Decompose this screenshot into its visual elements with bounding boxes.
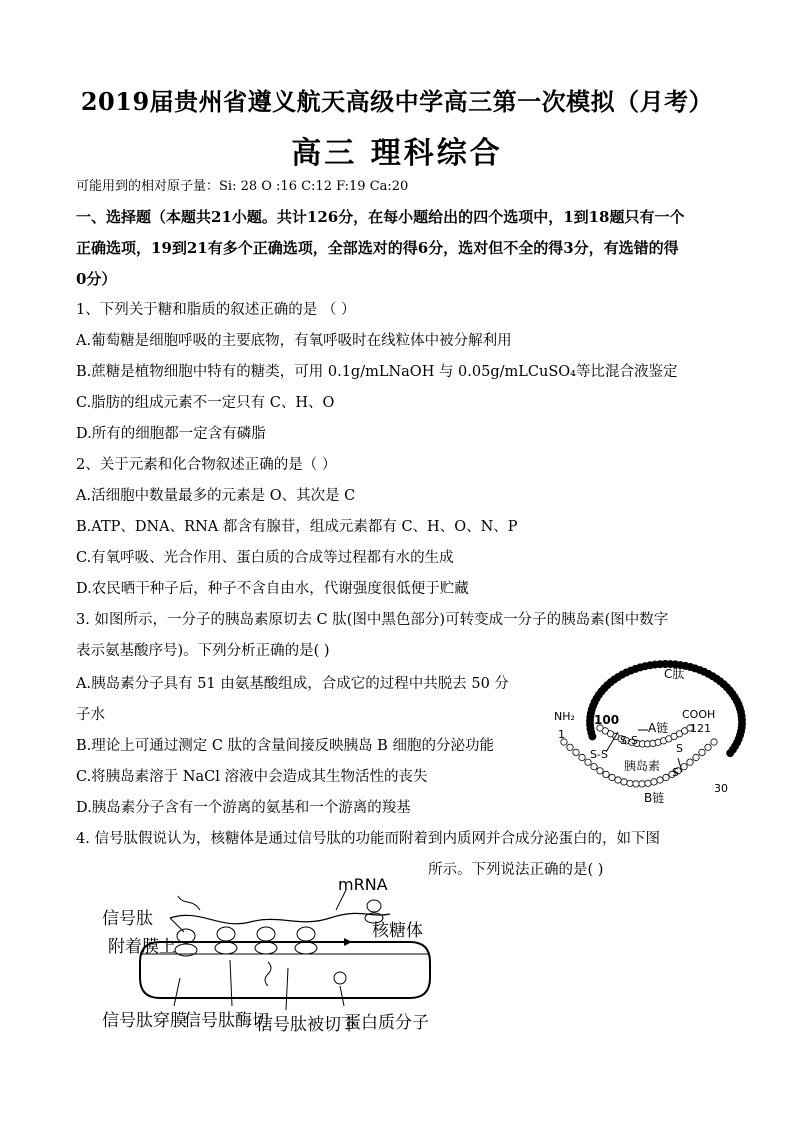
amino-acid-bead bbox=[627, 780, 633, 786]
ribosome-4 bbox=[295, 927, 317, 954]
question-2-option-c: C.有氧呼吸、光合作用、蛋白质的合成等过程都有水的生成 bbox=[76, 550, 454, 566]
question-3-option-b: B.理论上可通过测定 C 肽的含量间接反映胰岛 B 细胞的分泌功能 bbox=[76, 738, 494, 754]
amino-acid-bead bbox=[609, 774, 615, 780]
label-insulin: 胰岛素 bbox=[624, 759, 661, 773]
label-s-upper: S bbox=[676, 742, 683, 755]
signal-peptide-strand bbox=[178, 896, 200, 910]
amino-acid-bead bbox=[639, 781, 645, 787]
mrna-strand bbox=[170, 913, 390, 923]
ribosome-3 bbox=[255, 927, 277, 954]
label-ss-middle: S-S bbox=[620, 734, 638, 747]
exam-title: 2019届贵州省遵义航天高级中学高三第一次模拟（月考） bbox=[80, 87, 714, 116]
ribosome-free bbox=[365, 900, 383, 923]
cleaved-peptide bbox=[265, 962, 271, 986]
pointer-cut bbox=[286, 968, 288, 1010]
insulin-figure bbox=[548, 650, 754, 810]
label-a-chain: A链 bbox=[648, 721, 669, 735]
question-2-option-b: B.ATP、DNA、RNA 都含有腺苷，组成元素都有 C、H、O、N、P bbox=[76, 519, 518, 535]
amino-acid-bead bbox=[615, 777, 621, 783]
label-b-chain: B链 bbox=[644, 791, 665, 805]
amino-acid-bead bbox=[579, 754, 585, 760]
question-2-stem: 2、关于元素和化合物叙述正确的是（ ） bbox=[76, 457, 337, 473]
label-through-membrane: 信号肽穿膜 bbox=[102, 1011, 187, 1031]
label-signal-peptide: 信号肽 bbox=[102, 909, 153, 929]
question-2-option-d: D.农民晒干种子后，种子不含自由水，代谢强度很低便于贮藏 bbox=[76, 581, 469, 597]
label-nh2: NH₂ bbox=[554, 710, 575, 723]
pointer-through bbox=[174, 978, 180, 1006]
label-protein: 蛋白质分子 bbox=[344, 1013, 429, 1033]
label-s-lower: S bbox=[672, 766, 679, 779]
protein-molecule bbox=[334, 972, 346, 984]
pointer-protein bbox=[340, 986, 344, 1006]
label-attached: 附着膜上 bbox=[108, 937, 176, 957]
pointer-attached bbox=[170, 918, 184, 932]
amino-acid-bead bbox=[645, 780, 651, 786]
amino-acid-bead bbox=[681, 764, 687, 770]
label-121: 121 bbox=[690, 722, 711, 735]
question-1-option-c: C.脂肪的组成元素不一定只有 C、H、O bbox=[76, 395, 335, 411]
ribosome-2 bbox=[215, 927, 237, 954]
question-3-option-a-cont: 子水 bbox=[76, 707, 105, 723]
question-3-option-d: D.胰岛素分子含有一个游离的氨基和一个游离的羧基 bbox=[76, 800, 411, 816]
question-3-option-a: A.胰岛素分子具有 51 由氨基酸组成，合成它的过程中共脱去 50 分 bbox=[76, 676, 509, 692]
label-ss-left: S-S bbox=[590, 748, 608, 761]
amino-acid-bead bbox=[705, 744, 711, 750]
question-1-option-b: B.蔗糖是植物细胞中特有的糖类，可用 0.1g/mLNaOH 与 0.05g/mLCuSO₄等比混合液鉴定 bbox=[76, 364, 678, 380]
section-instructions-line3: 0分） bbox=[76, 270, 117, 288]
amino-acid-bead bbox=[657, 777, 663, 783]
label-cut-off: 信号肽被切下 bbox=[256, 1015, 358, 1035]
section-instructions-line1: 一、选择题（本题共21小题。共计126分，在每小题给出的四个选项中，1到18题只有一个 bbox=[76, 208, 685, 226]
subject-title: 高三 理科综合 bbox=[291, 136, 503, 171]
question-4-stem-line1: 4. 信号肽假说认为，核糖体是通过信号肽的功能而附着到内质网并合成分泌蛋白的，如下图 bbox=[76, 831, 660, 847]
amino-acid-bead bbox=[603, 771, 609, 777]
amino-acid-bead bbox=[591, 764, 597, 770]
amino-acid-bead bbox=[573, 749, 579, 755]
question-1-option-a: A.葡萄糖是细胞呼吸的主要底物，有氧呼吸时在线粒体中被分解利用 bbox=[76, 333, 512, 349]
question-3-stem-line2: 表示氨基酸序号)。下列分析正确的是( ) bbox=[76, 643, 330, 659]
amino-acid-bead bbox=[597, 768, 603, 774]
arrow-head bbox=[344, 938, 352, 946]
amino-acid-bead bbox=[711, 739, 717, 745]
amino-acid-bead bbox=[699, 749, 705, 755]
question-1-option-d: D.所有的细胞都一定含有磷脂 bbox=[76, 426, 266, 442]
section-instructions-line2: 正确选项，19到21有多个正确选项，全部选对的得6分，选对但不全的得3分，有选错的得 bbox=[76, 239, 679, 257]
label-100: 100 bbox=[594, 713, 620, 727]
er-membrane bbox=[140, 942, 430, 998]
signal-peptide-figure bbox=[100, 878, 440, 1046]
amino-acid-bead bbox=[693, 754, 699, 760]
question-4-stem-line2: 所示。下列说法正确的是( ) bbox=[428, 862, 604, 878]
pointer-enzyme bbox=[230, 960, 232, 1006]
label-cooh: COOH bbox=[682, 708, 716, 721]
label-c-peptide: C肽 bbox=[664, 667, 685, 681]
label-enzyme-cut: 信号肽酶切 bbox=[184, 1011, 269, 1031]
question-3-option-c: C.将胰岛素溶于 NaCl 溶液中会造成其生物活性的丧失 bbox=[76, 769, 428, 785]
label-30: 30 bbox=[714, 782, 728, 795]
question-2-option-a: A.活细胞中数量最多的元素是 O、其次是 C bbox=[76, 488, 356, 504]
question-1-stem: 1、下列关于糖和脂质的叙述正确的是 （ ） bbox=[76, 302, 356, 318]
amino-acid-bead bbox=[687, 759, 693, 765]
label-1: 1 bbox=[558, 728, 565, 741]
label-mrna: mRNA bbox=[338, 878, 388, 894]
amino-acid-bead bbox=[651, 779, 657, 785]
amino-acid-bead bbox=[621, 779, 627, 785]
question-3-stem-line1: 3. 如图所示，一分子的胰岛素原切去 C 肽(图中黑色部分)可转变成一分子的胰岛素(图中数字 bbox=[76, 612, 669, 628]
atomic-masses: 可能用到的相对原子量：Si: 28 O :16 C:12 F:19 Ca:20 bbox=[76, 179, 409, 194]
amino-acid-bead bbox=[727, 750, 734, 757]
amino-acid-bead bbox=[567, 744, 573, 750]
amino-acid-bead bbox=[663, 774, 669, 780]
amino-acid-bead bbox=[633, 781, 639, 787]
label-ribosome: 核糖体 bbox=[372, 921, 423, 941]
